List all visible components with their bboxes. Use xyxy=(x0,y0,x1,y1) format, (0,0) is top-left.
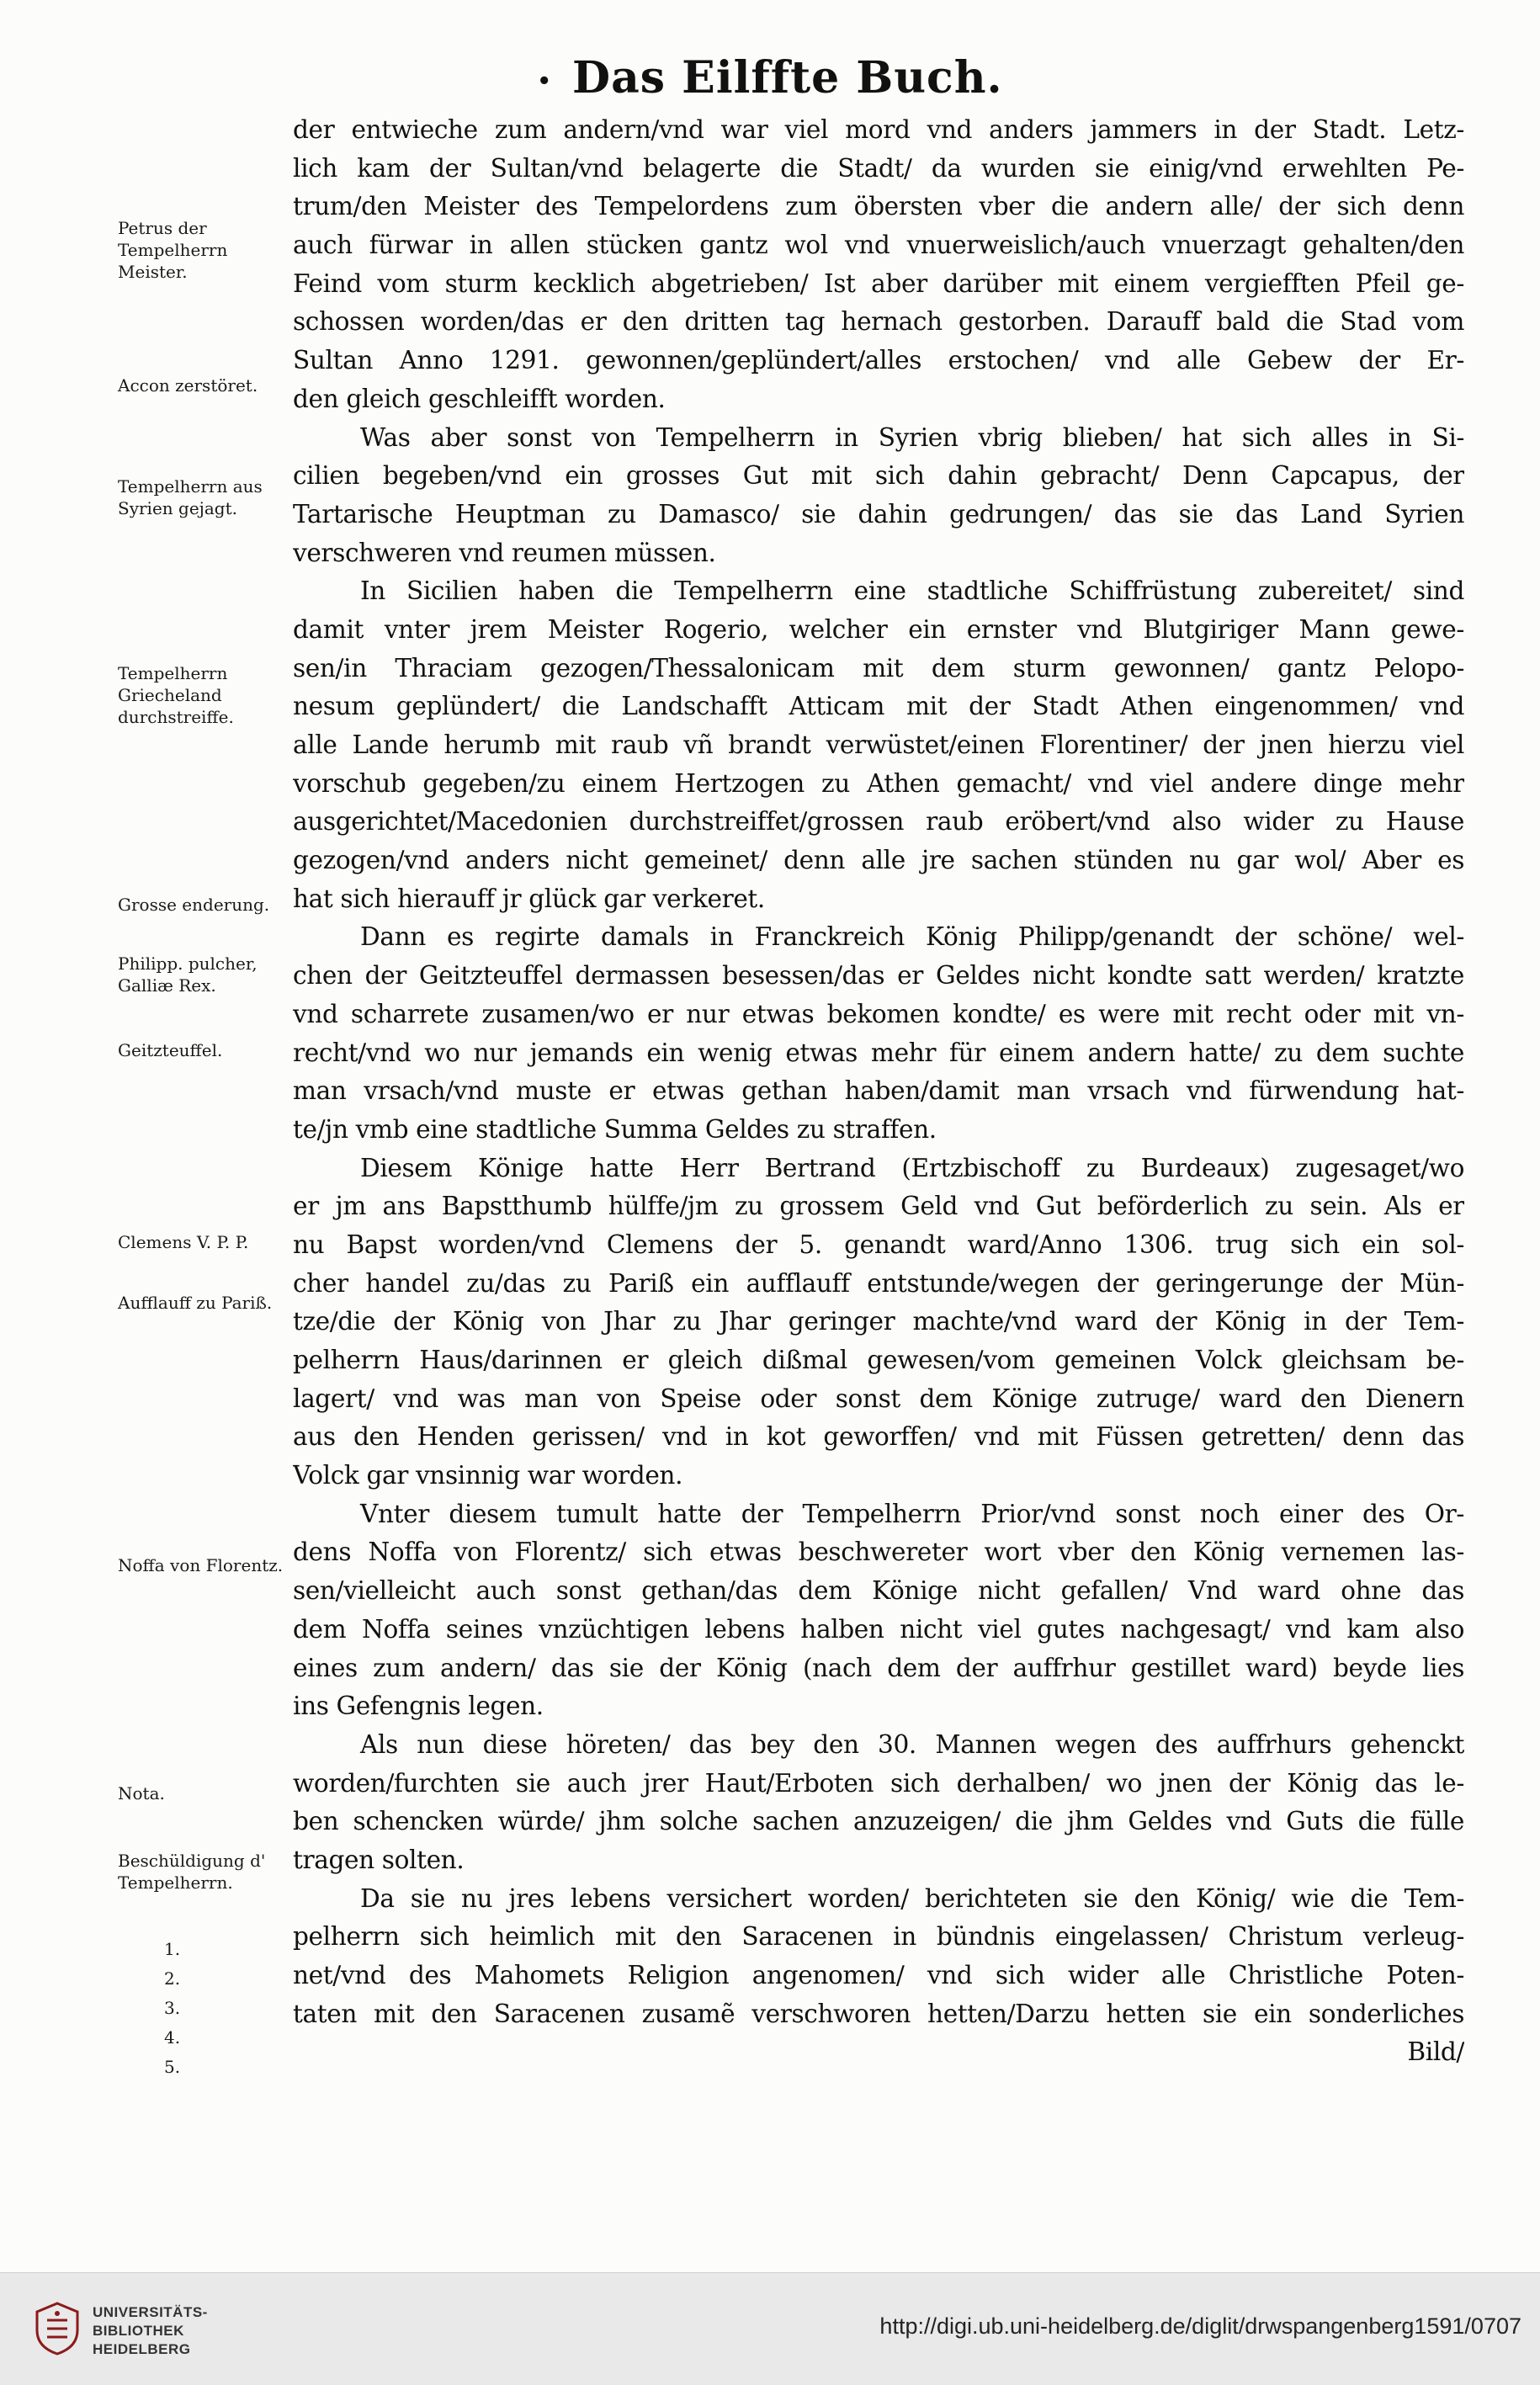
text-line: Da sie nu jres lebens versichert worden/ berichteten sie den König/ wie die Tem- xyxy=(360,1883,1464,1913)
text-line: aus den Henden gerissen/ vnd in kot geworffen/ vnd mit Füssen getretten/ denn das xyxy=(293,1422,1464,1452)
text-line: eines zum andern/ das sie der König (nach dem der auffrhur gestillet ward) beyde lies xyxy=(293,1653,1464,1682)
permalink-url[interactable]: http://digi.ub.uni-heidelberg.de/diglit/drwspangenberg1591/0707 xyxy=(879,2313,1521,2339)
text-line: nesum geplündert/ die Landschafft Atticam mit der Stadt Athen eingenommen/ vnd xyxy=(293,692,1464,721)
running-header xyxy=(0,52,1540,104)
text-line: cilien begeben/vnd ein grosses Gut mit sich dahin gebracht/ Denn Capcapus, der xyxy=(293,461,1464,491)
text-line: chen der Geitzteuffel dermassen besessen/das er Geldes nicht kondte satt werden/ kratzte xyxy=(293,961,1464,991)
text-line: sen/vielleicht auch sonst gethan/das dem Könige nicht gefallen/ Vnd ward ohne das xyxy=(293,1576,1464,1606)
text-line: damit vnter jrem Meister Rogerio, welcher ein ernster vnd Blutgiriger Mann gewe- xyxy=(293,614,1464,644)
text-line: er jm ans Bapstthumb hülffe/jm zu grossem Geld vnd Gut beförderlich zu sein. Als er xyxy=(293,1192,1464,1221)
text-line: cher handel zu/das zu Pariß ein aufflauff entstunde/wegen der geringerunge der Mün- xyxy=(293,1268,1464,1298)
viewer-footer xyxy=(0,2272,1540,2385)
text-line: pelherrn Haus/darinnen er gleich dißmal gewesen/vom gemeinen Volck gleichsam be- xyxy=(293,1346,1464,1374)
text-line: ben schencken würde/ jhm solche sachen anzuzeigen/ die jhm Geldes vnd Guts die fülle xyxy=(293,1807,1464,1836)
margin-note: 1. xyxy=(164,1939,181,1959)
margin-note: Philipp. pulcher, Galliæ Rex. xyxy=(118,953,258,996)
text-line: auch fürwar in allen stücken gantz wol vnd vnuerweislich/auch vnuerzagt gehalten/den xyxy=(293,231,1464,260)
text-line: vorschub gegeben/zu einem Hertzogen zu Athen gemacht/ vnd viel andere dinge mehr xyxy=(293,768,1464,798)
margin-note: Beschüldigung d' Tempelherrn. xyxy=(118,1851,266,1893)
text-line: Diesem Könige hatte Herr Bertrand (Ertzbischoff zu Burdeaux) zugesaget/wo xyxy=(360,1153,1464,1182)
text-line: hat sich hierauff jr glück gar verkeret. xyxy=(293,884,765,913)
page-title: Das Eilffte Buch. xyxy=(572,52,1003,104)
margin-note: 3. xyxy=(164,1998,181,2018)
text-line: Tartarische Heuptman zu Damasco/ sie dahin gedrungen/ das sie das Land Syrien xyxy=(293,499,1464,529)
text-line: In Sicilien haben die Tempelherrn eine stadtliche Schiffrüstung zubereitet/ sind xyxy=(360,576,1464,606)
text-line: sen/in Thraciam gezogen/Thessalonicam mit dem sturm gewonnen/ gantz Pelopo- xyxy=(293,653,1464,683)
university-seal-icon xyxy=(32,2300,82,2357)
text-line: tragen solten. xyxy=(293,1845,465,1874)
text-line: Feind vom sturm kecklich abgetrieben/ Ist aber darüber mit einem vergiefften Pfeil ge- xyxy=(293,268,1464,298)
text-line: dem Noffa seines vnzüchtigen lebens halben nicht viel gutes nachgesagt/ vnd kam also xyxy=(293,1614,1464,1644)
text-line: pelherrn sich heimlich mit den Saracenen in bündnis eingelassen/ Christum verleug- xyxy=(293,1922,1464,1952)
text-line: Sultan Anno 1291. gewonnen/geplündert/alles erstochen/ vnd alle Gebew der Er- xyxy=(293,346,1464,375)
body-text xyxy=(293,111,1464,2072)
catchword: Bild/ xyxy=(1407,2037,1464,2067)
text-line: dens Noffa von Florentz/ sich etwas beschwereter wort vber den König vernemen las- xyxy=(293,1538,1464,1567)
text-line: ins Gefengnis legen. xyxy=(293,1692,544,1721)
text-line: lich kam der Sultan/vnd belagerte die Stadt/ da wurden sie einig/vnd erwehlten Pe- xyxy=(293,153,1464,183)
text-line: Dann es regirte damals in Franckreich König Philipp/genandt der schöne/ wel- xyxy=(360,922,1464,952)
text-line: vnd scharrete zusamen/wo er nur etwas bekomen kondte/ es were mit recht oder mit vn- xyxy=(293,999,1464,1028)
text-line: worden/furchten sie auch jrer Haut/Erboten sich derhalben/ wo jnen der König das le- xyxy=(293,1768,1464,1798)
text-line: recht/vnd wo nur jemands ein wenig etwas mehr für einem andern hatte/ zu dem suchte xyxy=(293,1038,1464,1067)
text-line: tze/die der König von Jhar zu Jhar geringer machte/vnd ward der König in der Tem- xyxy=(293,1307,1464,1336)
library-logo-text xyxy=(93,2303,208,2359)
text-line: gezogen/vnd anders nicht gemeinet/ denn alle jre sachen stünden nu gar wol/ Aber es xyxy=(293,846,1464,875)
margin-note: Aufflauff zu Pariß. xyxy=(118,1293,273,1313)
margin-note: Accon zerstöret. xyxy=(118,375,258,396)
margin-note: Petrus der Tempelherrn Meister. xyxy=(118,218,228,282)
text-line: alle Lande herumb mit raub vñ brandt verwüstet/einen Florentiner/ der jnen hierzu viel xyxy=(293,730,1464,759)
text-line: trum/den Meister des Tempelordens zum öbersten vber die andern alle/ der sich denn xyxy=(293,192,1464,221)
text-line: nu Bapst worden/vnd Clemens der 5. genandt ward/Anno 1306. trug sich ein sol- xyxy=(293,1230,1464,1259)
text-line: man vrsach/vnd muste er etwas gethan haben/damit man vrsach vnd fürwendung hat- xyxy=(293,1076,1464,1106)
text-line: lagert/ vnd was man von Speise oder sonst dem Könige zutruge/ ward den Dienern xyxy=(293,1384,1464,1413)
margin-note: Tempelherrn Griecheland durchstreiffe. xyxy=(118,663,234,727)
logo-line: BIBLIOTHEK xyxy=(93,2323,184,2339)
margin-note: Geitzteuffel. xyxy=(118,1040,223,1060)
margin-note: 2. xyxy=(164,1968,181,1989)
text-line: den gleich geschleifft worden. xyxy=(293,384,666,413)
text-line: te/jn vmb eine stadtliche Summa Geldes zu straffen. xyxy=(293,1114,937,1144)
margin-note: Grosse enderung. xyxy=(118,895,270,915)
margin-note: Clemens V. P. P. xyxy=(118,1232,249,1252)
margin-note: 4. xyxy=(164,2027,181,2048)
text-line: ausgerichtet/Macedonien durchstreiffet/grossen raub eröbert/vnd also wider zu Hause xyxy=(293,807,1464,837)
logo-line: HEIDELBERG xyxy=(93,2341,191,2357)
margin-note: Nota. xyxy=(118,1783,165,1803)
text-line: net/vnd des Mahomets Religion angenomen/ vnd sich wider alle Christliche Poten- xyxy=(293,1961,1464,1989)
text-line: verschweren vnd reumen müssen. xyxy=(293,538,716,567)
margin-note: Noffa von Florentz. xyxy=(118,1555,284,1575)
text-line: Was aber sonst von Tempelherrn in Syrien vbrig blieben/ hat sich alles in Si- xyxy=(360,422,1464,452)
margin-note: Tempelherrn aus Syrien gejagt. xyxy=(118,476,263,518)
text-line: schossen worden/das er den dritten tag hernach gestorben. Darauff bald die Stad vom xyxy=(293,307,1464,337)
text-line: Als nun diese höreten/ das bey den 30. Mannen wegen des auffrhurs gehenckt xyxy=(360,1729,1464,1759)
logo-line: UNIVERSITÄTS- xyxy=(93,2304,208,2320)
text-line: taten mit den Saracenen zusamẽ verschworen hetten/Darzu hetten sie ein sonderliches xyxy=(293,1999,1464,2028)
margin-note: 5. xyxy=(164,2057,181,2077)
ornament: • xyxy=(537,68,553,94)
text-line: der entwieche zum andern/vnd war viel mord vnd anders jammers in der Stadt. Letz- xyxy=(293,115,1464,144)
text-line: Volck gar vnsinnig war worden. xyxy=(293,1461,683,1490)
text-line: Vnter diesem tumult hatte der Tempelherrn Prior/vnd sonst noch einer des Or- xyxy=(360,1499,1464,1528)
